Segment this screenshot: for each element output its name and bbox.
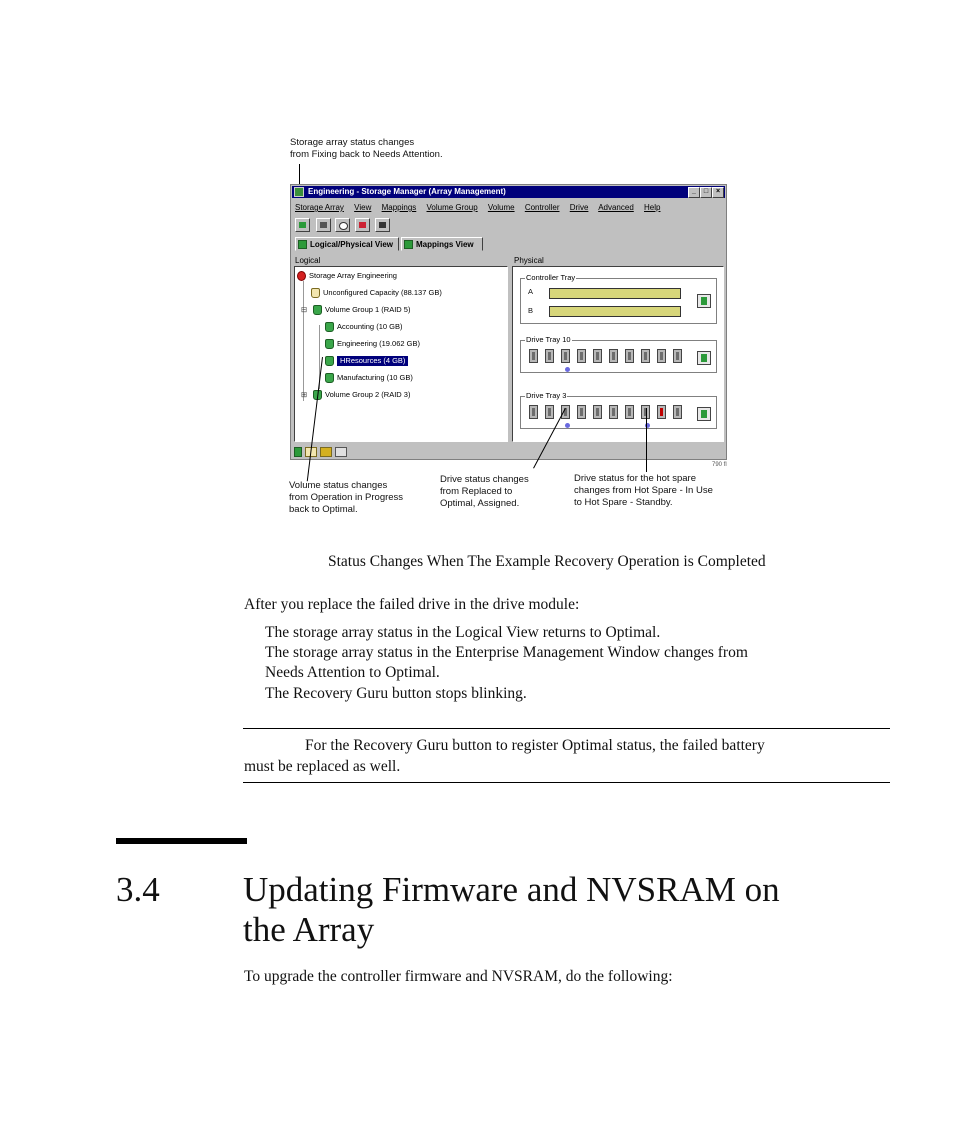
drive-slot[interactable]	[609, 405, 618, 419]
drive-slot[interactable]	[561, 349, 570, 363]
figure-id: 790 fl	[712, 462, 727, 468]
volume-icon	[325, 322, 334, 332]
menu-bar	[295, 202, 668, 214]
menu-mappings[interactable]: Mappings	[381, 203, 417, 212]
drive-slot[interactable]	[577, 405, 586, 419]
drive-slot[interactable]	[577, 349, 586, 363]
section-title-line-2: the Array	[243, 910, 375, 949]
menu-controller[interactable]: Controller	[524, 203, 560, 212]
drive-slot[interactable]	[625, 349, 634, 363]
drive-slot[interactable]	[529, 405, 538, 419]
recovery-guru-icon	[359, 222, 366, 228]
status-error-icon	[297, 271, 306, 281]
note-line-2: must be replaced as well.	[244, 758, 401, 775]
volume-icon	[325, 373, 334, 383]
logical-view-icon	[298, 240, 307, 249]
logical-header: Logical	[295, 256, 321, 265]
volume-icon	[325, 356, 334, 366]
callout-drive-status: Drive status changes from Replaced to Optimal, Assigned.	[440, 474, 529, 509]
tree-item-hresources[interactable]: HResources (4 GB)	[325, 356, 495, 366]
intro-paragraph: After you replace the failed drive in the drive module:	[244, 596, 580, 613]
bullet-item-continuation: Needs Attention to Optimal.	[265, 664, 440, 681]
note-bottom-rule	[243, 782, 890, 783]
recovery-guru-button[interactable]	[355, 218, 370, 232]
drive-slot[interactable]	[593, 405, 602, 419]
section-number: 3.4	[116, 870, 160, 909]
drive-slot[interactable]	[673, 349, 682, 363]
bullet-item: The storage array status in the Logical View returns to Optimal.	[265, 624, 661, 641]
configure-button[interactable]	[316, 218, 331, 232]
collapse-icon[interactable]: ⊟	[301, 305, 308, 314]
controller-a-label: A	[528, 287, 534, 296]
maximize-button[interactable]: □	[700, 187, 712, 198]
clock-icon	[339, 222, 348, 230]
drive-slot[interactable]	[673, 405, 682, 419]
volume-icon	[299, 222, 306, 228]
tray-10-indicator	[565, 367, 570, 372]
leader-line-hotspare	[646, 408, 647, 472]
bullet-item: The storage array status in the Enterprise Management Window changes from	[265, 644, 748, 661]
menu-volume-group[interactable]: Volume Group	[426, 203, 478, 212]
controller-tray: Controller Tray A B	[520, 278, 717, 324]
create-volume-button[interactable]	[295, 218, 310, 232]
tab-mappings-view[interactable]: Mappings View	[401, 237, 483, 251]
drive-slot[interactable]	[641, 349, 650, 363]
figure-caption: Status Changes When The Example Recovery Operation is Completed	[328, 553, 766, 570]
status-icon-3	[320, 447, 332, 457]
drive-slot[interactable]	[657, 405, 666, 419]
note-line-1: For the Recovery Guru button to register Optimal status, the failed battery	[305, 737, 765, 754]
volume-group-icon	[313, 305, 322, 315]
tree-item-manufacturing[interactable]: Manufacturing (10 GB)	[325, 373, 495, 383]
physical-panel	[512, 266, 724, 442]
physical-header: Physical	[514, 256, 544, 265]
section-intro: To upgrade the controller firmware and NVSRAM, do the following:	[244, 968, 673, 985]
drive-tray-3-status-icon[interactable]	[697, 407, 711, 421]
drive-slot[interactable]	[529, 349, 538, 363]
drive-slot[interactable]	[545, 405, 554, 419]
table-icon	[379, 222, 386, 228]
menu-help[interactable]: Help	[644, 203, 661, 212]
minimize-button[interactable]: _	[688, 187, 700, 198]
drive-slot[interactable]	[609, 349, 618, 363]
grid-icon	[320, 222, 327, 228]
callout-hot-spare-status: Drive status for the hot spare changes from Hot Spare - In Use to Hot Spare - Standby.	[574, 473, 713, 508]
bullet-item: The Recovery Guru button stops blinking.	[265, 685, 527, 702]
tree-item-unconfigured-capacity[interactable]: Unconfigured Capacity (88.137 GB)	[311, 288, 501, 298]
menu-volume[interactable]: Volume	[487, 203, 515, 212]
controller-b[interactable]	[549, 306, 681, 317]
close-button[interactable]: ×	[712, 187, 724, 198]
tab-logical-physical-view[interactable]: Logical/Physical View	[295, 237, 399, 251]
callout-storage-array-status: Storage array status changes from Fixing back to Needs Attention.	[290, 137, 443, 160]
logical-panel	[294, 266, 508, 442]
storage-manager-window	[290, 184, 727, 460]
drive-tray-10: Drive Tray 10	[520, 340, 717, 373]
window-titlebar	[292, 186, 725, 198]
controller-tray-status-icon[interactable]	[697, 294, 711, 308]
section-bar	[116, 838, 247, 844]
menu-drive[interactable]: Drive	[569, 203, 589, 212]
performance-monitor-button[interactable]	[335, 218, 350, 232]
window-title: Engineering - Storage Manager (Array Management)	[308, 187, 506, 196]
drive-slot[interactable]	[545, 349, 554, 363]
tree-item-engineering[interactable]: Engineering (19.062 GB)	[325, 339, 495, 349]
menu-storage-array[interactable]: Storage Array	[295, 203, 344, 212]
drive-tray-10-status-icon[interactable]	[697, 351, 711, 365]
app-icon	[294, 187, 304, 197]
menu-view[interactable]: View	[354, 203, 372, 212]
section-title-line-1: Updating Firmware and NVSRAM on	[243, 870, 780, 909]
status-icon-1	[294, 447, 302, 457]
menu-advanced[interactable]: Advanced	[598, 203, 634, 212]
tree-item-storage-array[interactable]: Storage Array Engineering	[297, 271, 497, 281]
drive-slot[interactable]	[657, 349, 666, 363]
tree-item-accounting[interactable]: Accounting (10 GB)	[325, 322, 495, 332]
expand-icon[interactable]: ⊞	[301, 390, 308, 399]
capacity-icon	[311, 288, 320, 298]
volume-icon	[325, 339, 334, 349]
status-icon-4	[335, 447, 347, 457]
controller-a[interactable]	[549, 288, 681, 299]
storage-partitioning-button[interactable]	[375, 218, 390, 232]
drive-slot[interactable]	[593, 349, 602, 363]
drive-slot[interactable]	[625, 405, 634, 419]
tray-3-indicator-a	[565, 423, 570, 428]
note-top-rule	[243, 728, 890, 729]
drive-tray-3: Drive Tray 3	[520, 396, 717, 429]
tree-item-volume-group-2[interactable]: ⊞ Volume Group 2 (RAID 3)	[301, 390, 411, 399]
controller-b-label: B	[528, 306, 534, 315]
tree-item-volume-group-1[interactable]: ⊟ Volume Group 1 (RAID 5)	[301, 305, 411, 314]
mappings-view-icon	[404, 240, 413, 249]
callout-volume-status: Volume status changes from Operation in Progress back to Optimal.	[289, 480, 404, 515]
